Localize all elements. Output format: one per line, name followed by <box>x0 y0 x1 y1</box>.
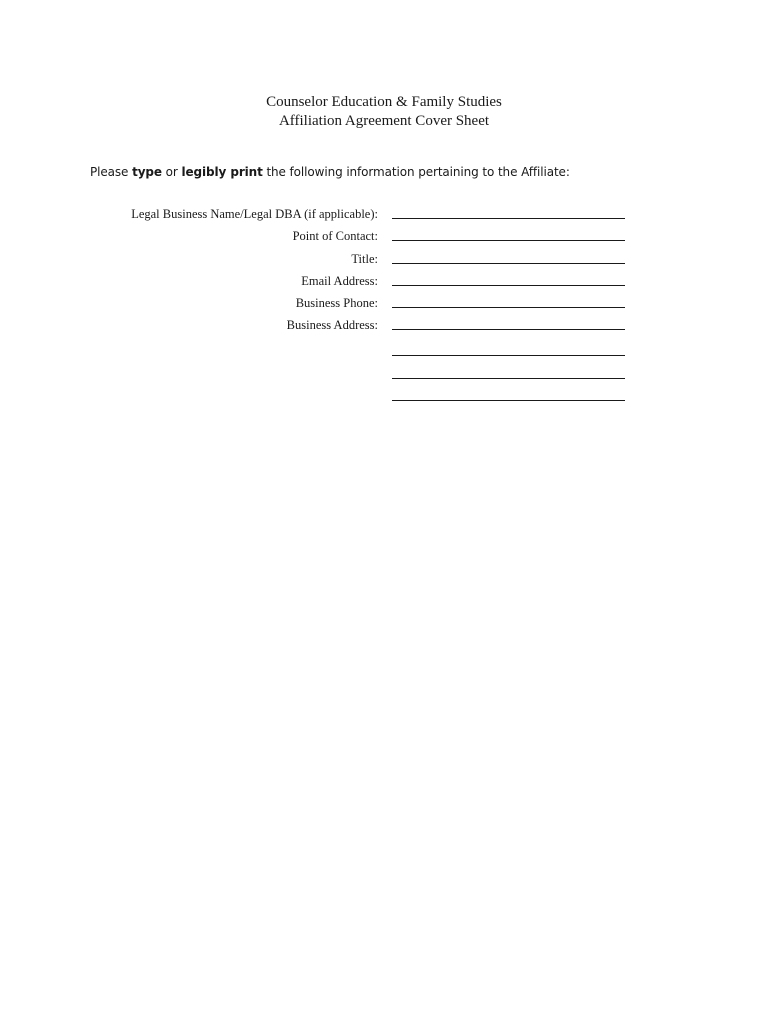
point-of-contact-line[interactable] <box>392 240 625 241</box>
instructions-middle: or <box>161 165 182 179</box>
title-label: Title: <box>351 252 378 266</box>
instructions-prefix: Please <box>90 165 133 179</box>
legal-business-name-label: Legal Business Name/Legal DBA (if applicable): <box>131 207 378 221</box>
business-phone-line[interactable] <box>392 307 625 308</box>
field-row-business-address-4 <box>0 387 770 405</box>
email-address-label: Email Address: <box>301 274 378 288</box>
business-address-line-2[interactable] <box>392 355 625 356</box>
business-address-label: Business Address: <box>286 318 378 332</box>
email-address-line[interactable] <box>392 285 625 286</box>
document-title <box>0 93 770 131</box>
business-address-line-3[interactable] <box>392 378 625 379</box>
field-row-business-phone <box>0 294 770 312</box>
field-row-point-of-contact <box>0 227 770 245</box>
title-line-1: Counselor Education & Family Studies <box>266 94 502 110</box>
business-address-line-4[interactable] <box>392 400 625 401</box>
legal-business-name-line[interactable] <box>392 218 625 219</box>
field-row-email-address <box>0 272 770 290</box>
point-of-contact-label: Point of Contact: <box>292 229 378 243</box>
business-phone-label: Business Phone: <box>295 296 378 310</box>
title-line-2: Affiliation Agreement Cover Sheet <box>278 113 490 129</box>
instructions-bold-type: type <box>132 165 162 179</box>
field-row-title <box>0 250 770 268</box>
instructions-suffix: the following information pertaining to the Affiliate: <box>262 165 570 179</box>
title-line[interactable] <box>392 263 625 264</box>
instructions-bold-legibly-print: legibly print <box>181 165 263 179</box>
field-row-business-address <box>0 316 770 334</box>
business-address-line-1[interactable] <box>392 329 625 330</box>
field-row-business-address-3 <box>0 365 770 383</box>
field-row-legal-business-name <box>0 205 770 223</box>
field-row-business-address-2 <box>0 342 770 360</box>
instructions-text <box>90 164 570 180</box>
